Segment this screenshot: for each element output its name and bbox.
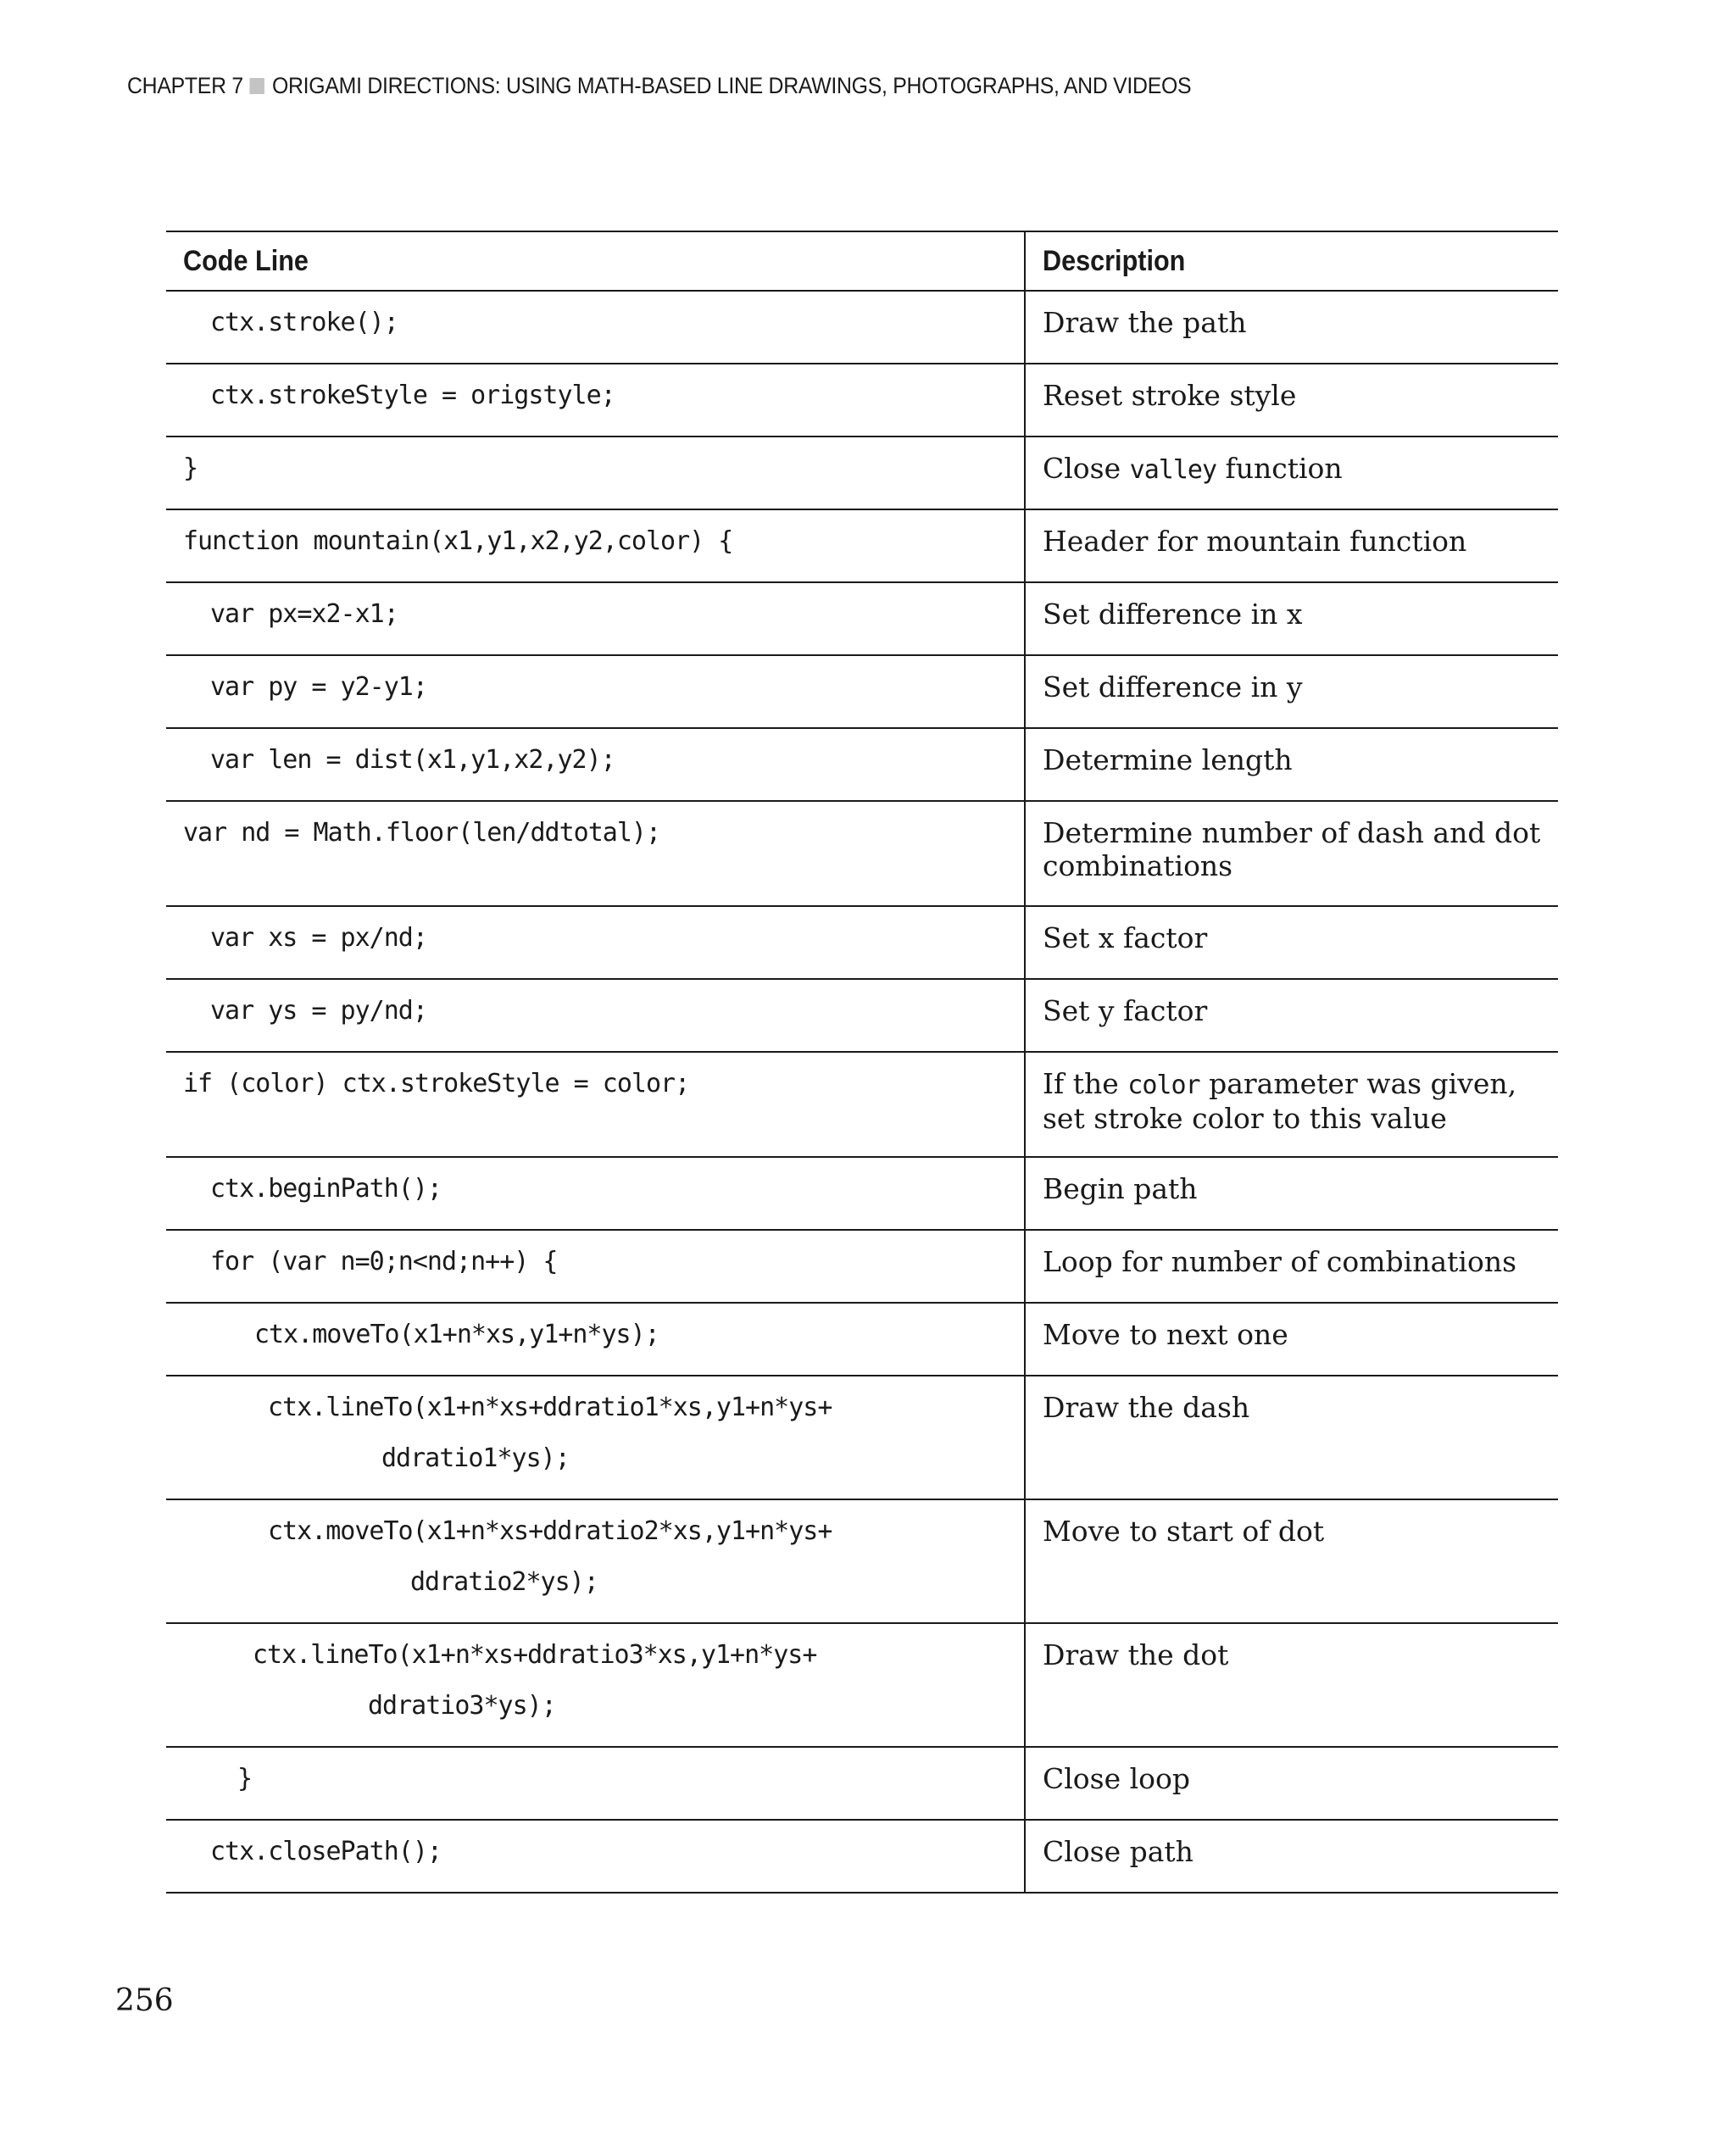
code-text: ddratio1*ys); xyxy=(381,1443,570,1473)
description-text: Loop for number of combinations xyxy=(1043,1245,1517,1278)
code-description-table xyxy=(166,231,1558,1894)
description-cell xyxy=(1025,291,1558,364)
description-text: Move to next one xyxy=(1043,1318,1288,1351)
description-text: Determine length xyxy=(1043,743,1293,776)
description-cell xyxy=(1025,801,1558,906)
code-line-cell xyxy=(166,1499,1025,1623)
description-text: Move to start of dot xyxy=(1043,1515,1325,1548)
description-text: Set x factor xyxy=(1043,921,1208,954)
column-header-code: Code Line xyxy=(166,231,1025,291)
code-text: ctx.lineTo(x1+n*xs+ddratio3*xs,y1+n*ys+ xyxy=(253,1640,817,1670)
code-text: if (color) ctx.strokeStyle = color; xyxy=(183,1069,690,1098)
description-text: Begin path xyxy=(1043,1172,1198,1205)
table-row xyxy=(166,1820,1558,1893)
table-row xyxy=(166,979,1558,1052)
table-row xyxy=(166,291,1558,364)
code-line-cell xyxy=(166,1303,1025,1376)
code-line-cell xyxy=(166,728,1025,801)
inline-code-text: valley xyxy=(1129,455,1217,485)
description-cell xyxy=(1025,1230,1558,1303)
page-number: 256 xyxy=(115,1983,174,2018)
description-text: Close path xyxy=(1043,1835,1194,1868)
column-header-description: Description xyxy=(1025,231,1558,291)
description-text: Set difference in x xyxy=(1043,598,1303,631)
code-line-cell xyxy=(166,655,1025,728)
code-text: var xs = px/nd; xyxy=(210,923,427,953)
table-row xyxy=(166,728,1558,801)
code-line-cell xyxy=(166,364,1025,437)
description-text: function xyxy=(1216,452,1343,485)
code-line-cell xyxy=(166,291,1025,364)
table-row xyxy=(166,1303,1558,1376)
table-row xyxy=(166,655,1558,728)
description-cell xyxy=(1025,1157,1558,1230)
description-cell xyxy=(1025,1499,1558,1623)
code-text: var nd = Math.floor(len/ddtotal); xyxy=(183,818,661,848)
description-cell xyxy=(1025,655,1558,728)
code-text: ddratio3*ys); xyxy=(368,1691,556,1721)
description-text: If the xyxy=(1043,1067,1128,1100)
description-text: Set y factor xyxy=(1043,994,1208,1027)
description-cell xyxy=(1025,1376,1558,1499)
description-text: Close xyxy=(1043,452,1130,485)
code-line-cell xyxy=(166,1052,1025,1157)
chapter-label: CHAPTER 7 xyxy=(127,73,243,98)
table-row xyxy=(166,582,1558,655)
code-line-cell xyxy=(166,1820,1025,1893)
table-row xyxy=(166,1499,1558,1623)
description-text: parameter was given, set stroke color to this value xyxy=(1043,1067,1526,1135)
table-row xyxy=(166,1230,1558,1303)
description-cell xyxy=(1025,1303,1558,1376)
description-cell xyxy=(1025,364,1558,437)
description-cell xyxy=(1025,509,1558,582)
description-text: Draw the dash xyxy=(1043,1391,1250,1424)
code-text: var ys = py/nd; xyxy=(210,996,427,1026)
description-cell xyxy=(1025,906,1558,979)
table-row xyxy=(166,1747,1558,1820)
running-head xyxy=(127,73,1191,99)
description-cell xyxy=(1025,979,1558,1052)
code-text: var len = dist(x1,y1,x2,y2); xyxy=(210,745,615,775)
chapter-title: ORIGAMI DIRECTIONS: USING MATH-BASED LINE DRAWINGS, PHOTOGRAPHS, AND VIDEOS xyxy=(271,73,1192,98)
table-row xyxy=(166,1052,1558,1157)
description-text: Draw the dot xyxy=(1043,1638,1229,1671)
description-text: Reset stroke style xyxy=(1043,379,1297,412)
table-row xyxy=(166,1376,1558,1499)
code-text: ctx.moveTo(x1+n*xs,y1+n*ys); xyxy=(254,1320,659,1349)
code-line-cell xyxy=(166,509,1025,582)
code-line-cell xyxy=(166,1157,1025,1230)
table-row xyxy=(166,1157,1558,1230)
table-header-row xyxy=(166,231,1558,291)
code-text: } xyxy=(237,1764,253,1793)
code-line-cell xyxy=(166,437,1025,509)
description-cell xyxy=(1025,437,1558,509)
code-line-cell xyxy=(166,1376,1025,1499)
description-cell xyxy=(1025,1820,1558,1893)
description-text: Draw the path xyxy=(1043,306,1247,339)
code-text: ctx.lineTo(x1+n*xs+ddratio1*xs,y1+n*ys+ xyxy=(268,1393,832,1422)
code-line-cell xyxy=(166,1747,1025,1820)
code-line-cell xyxy=(166,1623,1025,1747)
code-text: ctx.moveTo(x1+n*xs+ddratio2*xs,y1+n*ys+ xyxy=(268,1516,832,1546)
code-text: var py = y2-y1; xyxy=(210,672,427,702)
table-row xyxy=(166,437,1558,509)
code-line-cell xyxy=(166,582,1025,655)
code-line-cell xyxy=(166,801,1025,906)
separator-square-icon xyxy=(249,78,264,94)
code-text: ctx.beginPath(); xyxy=(210,1174,442,1204)
description-text: Header for mountain function xyxy=(1043,525,1467,558)
description-text: Close loop xyxy=(1043,1762,1191,1795)
table-row xyxy=(166,801,1558,906)
table-row xyxy=(166,1623,1558,1747)
inline-code-text: color xyxy=(1127,1070,1200,1100)
code-text: } xyxy=(183,453,198,483)
code-text: for (var n=0;n<nd;n++) { xyxy=(210,1247,558,1276)
description-cell xyxy=(1025,728,1558,801)
description-text: Set difference in y xyxy=(1043,670,1303,703)
code-text: ctx.stroke(); xyxy=(210,308,398,337)
code-text: ctx.closePath(); xyxy=(210,1837,442,1866)
code-text: function mountain(x1,y1,x2,y2,color) { xyxy=(183,526,733,556)
code-text: ddratio2*ys); xyxy=(410,1567,598,1597)
description-cell xyxy=(1025,1747,1558,1820)
table-row xyxy=(166,906,1558,979)
description-cell xyxy=(1025,1052,1558,1157)
code-text: ctx.strokeStyle = origstyle; xyxy=(210,381,615,410)
code-line-cell xyxy=(166,1230,1025,1303)
description-text: Determine number of dash and dot combinations xyxy=(1043,816,1550,882)
description-cell xyxy=(1025,1623,1558,1747)
description-cell xyxy=(1025,582,1558,655)
code-text: var px=x2-x1; xyxy=(210,599,398,629)
code-line-cell xyxy=(166,906,1025,979)
code-line-cell xyxy=(166,979,1025,1052)
table-row xyxy=(166,509,1558,582)
table-row xyxy=(166,364,1558,437)
